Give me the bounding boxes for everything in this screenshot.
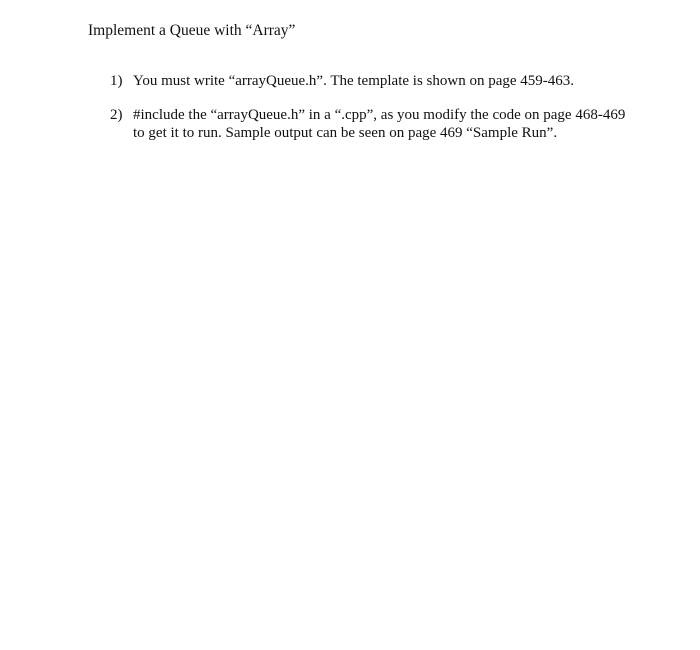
list-item-number: 1) [110,73,123,89]
list-item-text: You must write “arrayQueue.h”. The template is shown on page 459-463. [133,73,575,89]
document-title: Implement a Queue with “Array” [88,22,296,39]
list-item [110,106,630,142]
list-item-number: 2) [110,107,123,123]
instruction-list [110,72,630,158]
list-item [110,72,630,90]
list-item-text: #include the “arrayQueue.h” in a “.cpp”, as you modify the code on page 468-469 to get it to run. Sample output can be seen on page 469 “Sample Run”. [133,107,626,141]
